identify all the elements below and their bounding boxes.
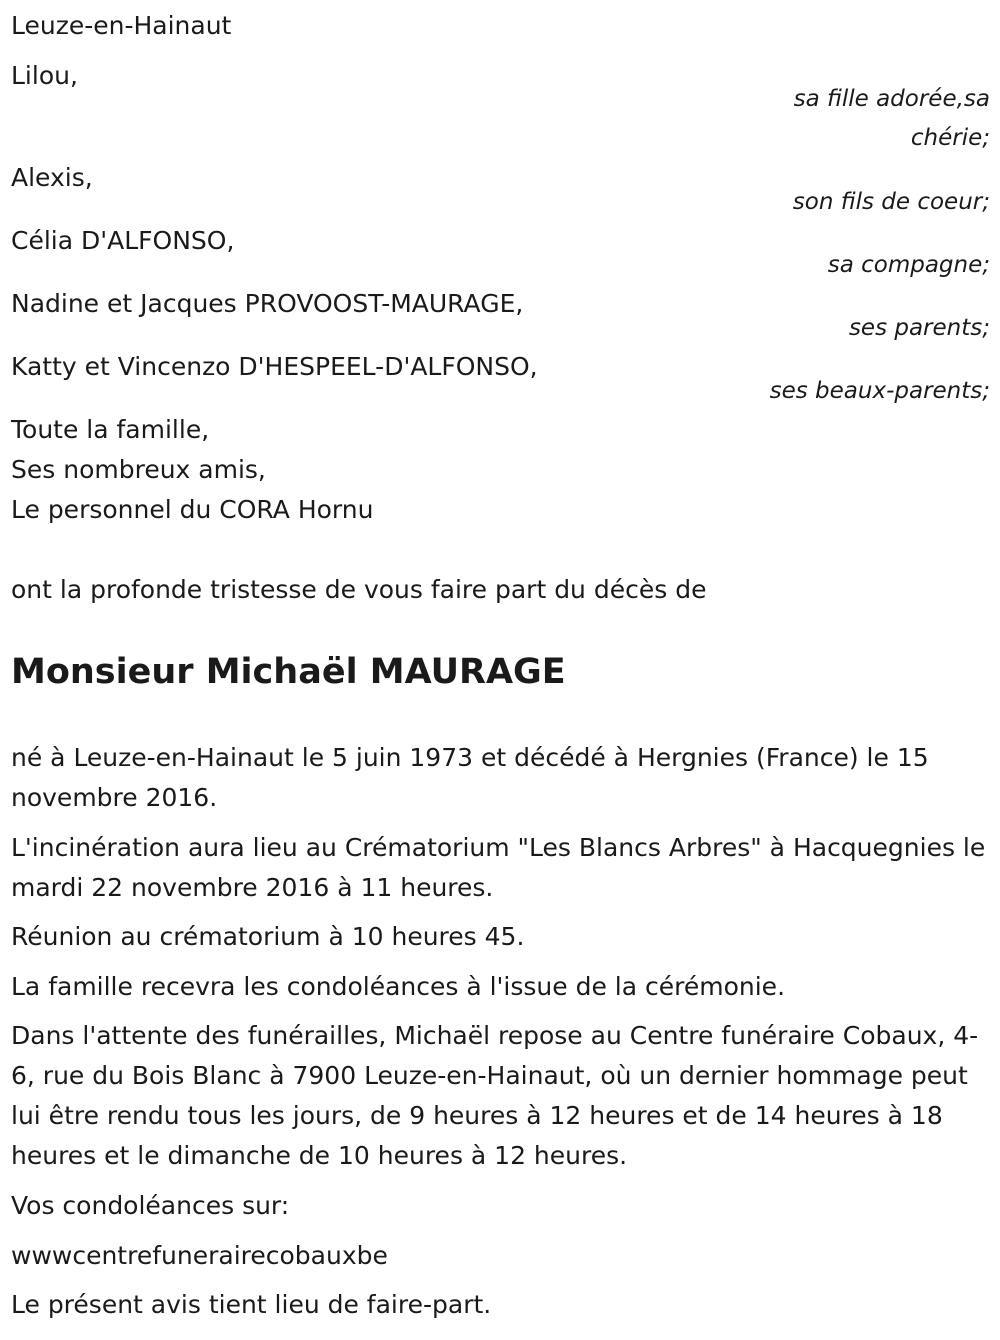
deceased-name: Monsieur Michaël MAURAGE bbox=[11, 652, 566, 692]
relation-celia: sa compagne; bbox=[827, 252, 990, 278]
family-name-in-laws: Katty et Vincenzo D'HESPEEL-D'ALFONSO, bbox=[11, 352, 538, 381]
family-name-alexis: Alexis, bbox=[11, 163, 93, 192]
condolences-website[interactable]: wwwcentrefunerairecobauxbe bbox=[11, 1241, 388, 1270]
others-family: Toute la famille, bbox=[11, 415, 210, 444]
announcement: ont la profonde tristesse de vous faire part du décès de bbox=[11, 575, 707, 604]
condolences-info: La famille recevra les condoléances à l'issue de la cérémonie. bbox=[11, 972, 786, 1001]
family-name-lilou: Lilou, bbox=[11, 61, 78, 90]
notice-closing: Le présent avis tient lieu de faire-part. bbox=[11, 1290, 492, 1319]
gathering-info: Réunion au crématorium à 10 heures 45. bbox=[11, 922, 525, 951]
funeral-home-info: Dans l'attente des funérailles, Michaël repose au Centre funéraire Cobaux, 4-6, rue du Bois Blanc à 7900 Leuze-en-Hainaut, où un dernier hommage peut lui être rendu tous les jours, de 9 heures à 12 heures et de 14 heures à 18 heures et le dimanche de 10 heures à 12 heures. bbox=[11, 1021, 979, 1170]
cremation-info: L'incinération aura lieu au Crématorium "Les Blancs Arbres" à Hacquegnies le mardi 22 novembre 2016 à 11 heures. bbox=[11, 833, 986, 902]
relation-in-laws: ses beaux-parents; bbox=[769, 378, 990, 404]
relation-lilou-line2: chérie; bbox=[910, 125, 990, 151]
place: Leuze-en-Hainaut bbox=[11, 11, 232, 40]
others-staff: Le personnel du CORA Hornu bbox=[11, 495, 374, 524]
birth-death-info: né à Leuze-en-Hainaut le 5 juin 1973 et décédé à Hergnies (France) le 15 novembre 2016. bbox=[11, 743, 929, 812]
relation-alexis: son fils de coeur; bbox=[792, 189, 990, 215]
family-name-celia: Célia D'ALFONSO, bbox=[11, 226, 235, 255]
relation-parents: ses parents; bbox=[848, 315, 990, 341]
condolences-online-label: Vos condoléances sur: bbox=[11, 1191, 290, 1220]
others-friends: Ses nombreux amis, bbox=[11, 455, 266, 484]
relation-lilou-line1: sa fille adorée,sa bbox=[793, 86, 990, 112]
family-name-parents: Nadine et Jacques PROVOOST-MAURAGE, bbox=[11, 289, 524, 318]
